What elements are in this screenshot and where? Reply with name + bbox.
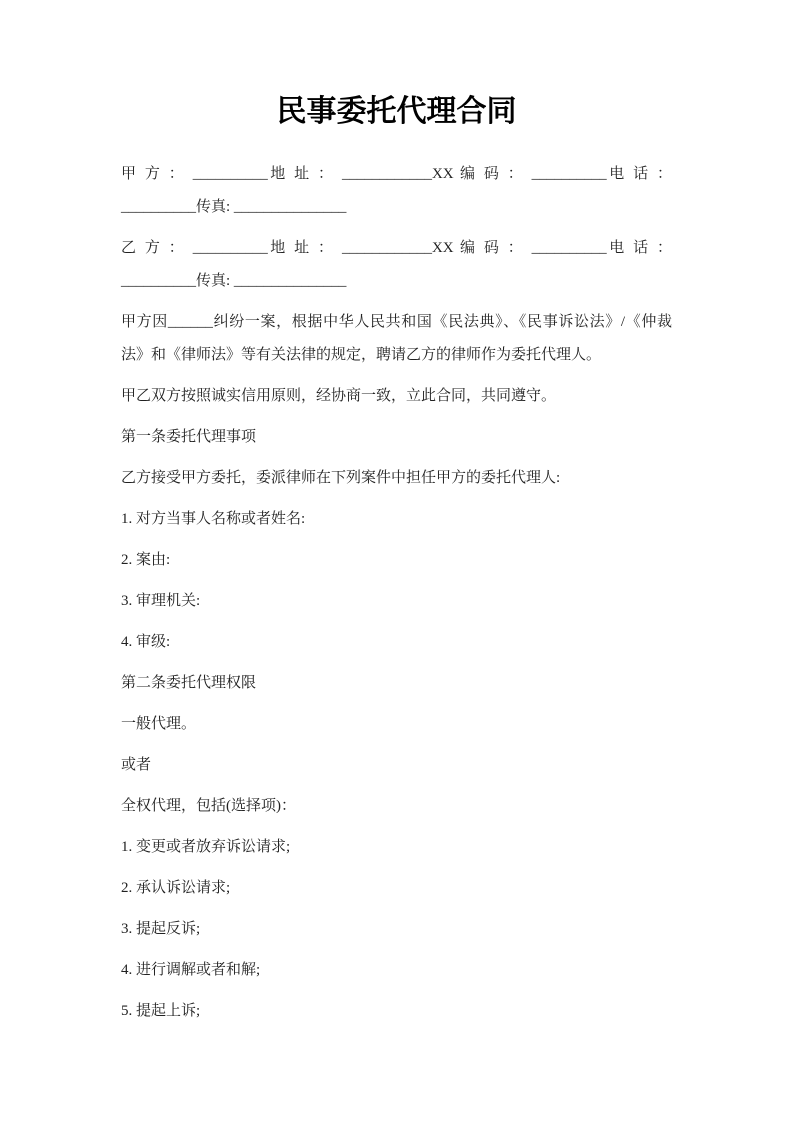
party-b-paragraph xyxy=(121,232,672,298)
or-paragraph xyxy=(121,749,672,782)
item-change-waive-claims xyxy=(121,831,672,864)
mutual-agreement-paragraph xyxy=(121,380,672,413)
article-1-heading-line: 第一条委托代理事项 xyxy=(121,429,257,445)
case-basis-line-1: 甲方因______纠纷一案，根据中华人民共和国《民法典》、《民事诉讼法》/《仲裁 xyxy=(121,314,672,330)
item-opponent-name xyxy=(121,503,672,536)
item-change-waive-claims-line: 1. 变更或者放弃诉讼请求; xyxy=(121,839,291,855)
item-counterclaim xyxy=(121,913,672,946)
item-mediation-settlement xyxy=(121,954,672,987)
item-appeal-line: 5. 提起上诉; xyxy=(121,1003,201,1019)
full-agency-paragraph xyxy=(121,790,672,823)
party-b-info-line: 乙 方 ： __________地 址 ： ____________XX 编 码 ： __________电 话 ： xyxy=(121,240,672,256)
article-1-intro-line: 乙方接受甲方委托，委派律师在下列案件中担任甲方的委托代理人: xyxy=(121,470,561,486)
document-body xyxy=(121,158,672,1028)
article-1-intro xyxy=(121,462,672,495)
item-mediation-settlement-line: 4. 进行调解或者和解; xyxy=(121,962,261,978)
document-title: 民事委托代理合同 xyxy=(276,95,517,128)
or-line: 或者 xyxy=(121,757,152,773)
item-admit-claims-line: 2. 承认诉讼请求; xyxy=(121,880,231,896)
item-hearing-authority xyxy=(121,585,672,618)
item-trial-level-line: 4. 审级: xyxy=(121,634,171,650)
general-agency-line: 一般代理。 xyxy=(121,716,197,732)
item-cause-of-action xyxy=(121,544,672,577)
party-a-info-line: 甲 方 ： __________地 址 ： ____________XX 编 码 ： __________电 话 ： xyxy=(121,166,672,182)
item-admit-claims xyxy=(121,872,672,905)
item-cause-of-action-line: 2. 案由: xyxy=(121,552,171,568)
item-opponent-name-line: 1. 对方当事人名称或者姓名: xyxy=(121,511,306,527)
party-a-fax-line: __________传真: _______________ xyxy=(121,199,347,215)
article-1-heading xyxy=(121,421,672,454)
party-b-fax-line: __________传真: _______________ xyxy=(121,273,347,289)
item-hearing-authority-line: 3. 审理机关: xyxy=(121,593,201,609)
party-a-paragraph xyxy=(121,158,672,224)
full-agency-line: 全权代理，包括(选择项)： xyxy=(121,798,296,814)
case-basis-paragraph xyxy=(121,306,672,372)
case-basis-line-2: 法》和《律师法》等有关法律的规定，聘请乙方的律师作为委托代理人。 xyxy=(121,347,602,363)
mutual-agreement-line: 甲乙双方按照诚实信用原则，经协商一致，立此合同，共同遵守。 xyxy=(121,388,557,404)
article-2-heading xyxy=(121,667,672,700)
item-appeal xyxy=(121,995,672,1028)
general-agency-paragraph xyxy=(121,708,672,741)
item-trial-level xyxy=(121,626,672,659)
item-counterclaim-line: 3. 提起反诉; xyxy=(121,921,201,937)
article-2-heading-line: 第二条委托代理权限 xyxy=(121,675,257,691)
